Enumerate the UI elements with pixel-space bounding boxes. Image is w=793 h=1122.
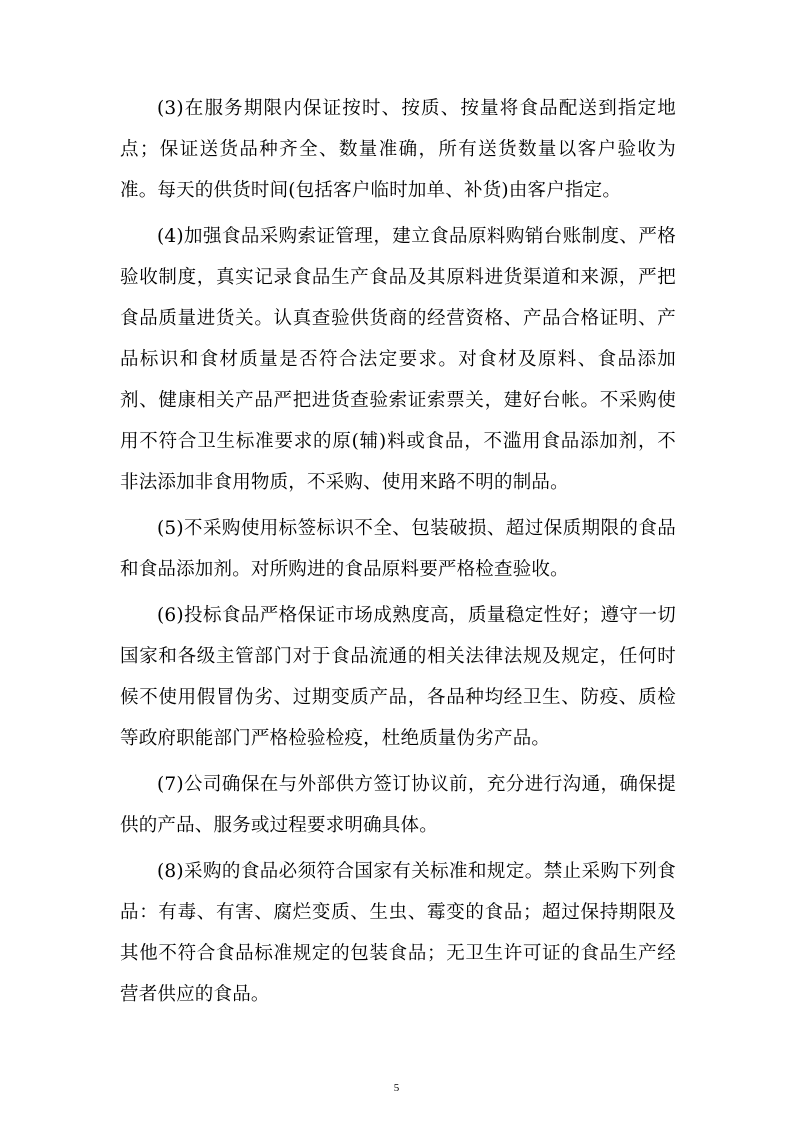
body-text	[120, 88, 676, 1020]
paragraph-7: (7)公司确保在与外部供方签订协议前，充分进行沟通，确保提供的产品、服务或过程要求明确具体。	[120, 774, 676, 836]
paragraph-4: (4)加强食品采购索证管理，建立食品原料购销台账制度、严格验收制度，真实记录食品生产食品及其原料进货渠道和来源，严把食品质量进货关。认真查验供货商的经营资格、产品合格证明、产品标识和食材质量是否符合法定要求。对食材及原料、食品添加剂、健康相关产品严把进货查验索证索票关，建好台帐。不采购使用不符合卫生标准要求的原(辅)料或食品，不滥用食品添加剂，不非法添加非食用物质，不采购、使用来路不明的制品。	[120, 226, 676, 493]
paragraph-3: (3)在服务期限内保证按时、按质、按量将食品配送到指定地点；保证送货品种齐全、数量准确，所有送货数量以客户验收为准。每天的供货时间(包括客户临时加单、补货)由客户指定。	[120, 98, 676, 201]
paragraph-6: (6)投标食品严格保证市场成熟度高，质量稳定性好；遵守一切国家和各级主管部门对于食品流通的相关法律法规及规定，任何时候不使用假冒伪劣、过期变质产品，各品种均经卫生、防疫、质检等政府职能部门严格检验检疫，杜绝质量伪劣产品。	[120, 605, 676, 749]
paragraph-5: (5)不采购使用标签标识不全、包装破损、超过保质期限的食品和食品添加剂。对所购进的食品原料要严格检查验收。	[120, 518, 676, 580]
paragraph-8: (8)采购的食品必须符合国家有关标准和规定。禁止采购下列食品：有毒、有害、腐烂变质、生虫、霉变的食品；超过保持期限及其他不符合食品标准规定的包装食品；无卫生许可证的食品生产经营者供应的食品。	[120, 861, 676, 1005]
page-number: 5	[393, 1082, 400, 1094]
